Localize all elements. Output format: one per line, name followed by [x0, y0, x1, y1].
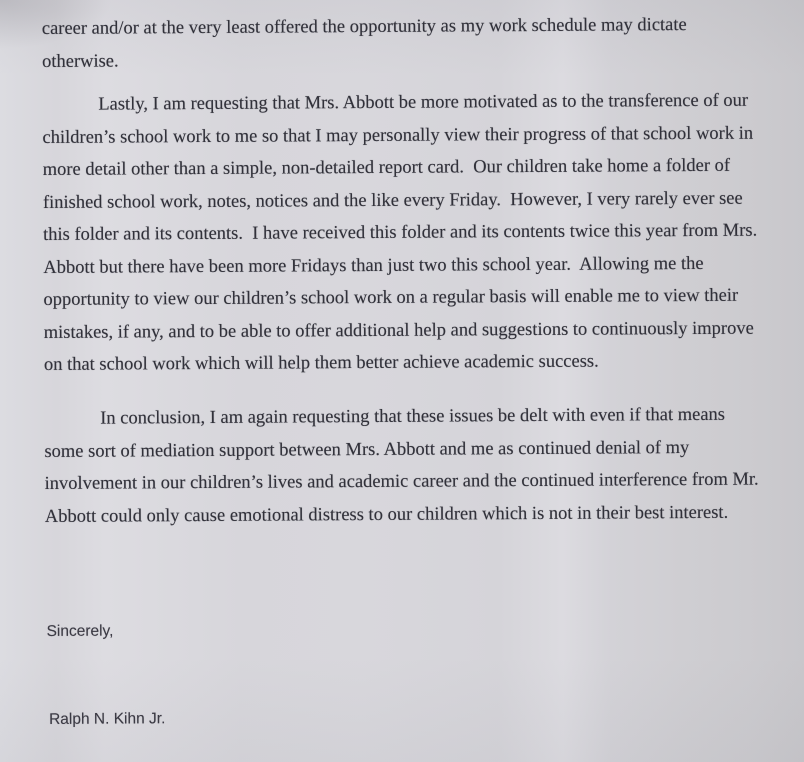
letter-line: this folder and its contents. I have received this folder and its contents twice this year from Mrs. — [43, 220, 758, 245]
letter-line: career and/or at the very least offered the opportunity as my work schedule may dictate — [41, 15, 687, 39]
letter-line: Lastly, I am requesting that Mrs. Abbott be more motivated as to the transference of our — [98, 90, 749, 115]
closing-sincerely: Sincerely, — [46, 622, 114, 640]
signature-name: Ralph N. Kihn Jr. — [49, 710, 166, 728]
letter-paragraph-3 — [44, 398, 804, 533]
letter-line: on that school work which will help them better achieve academic success. — [43, 351, 599, 375]
letter-line: some sort of mediation support between Mrs. Abbott and me as continued denial of my — [44, 437, 690, 462]
letter-line: otherwise. — [41, 51, 119, 72]
letter-line: more detail other than a simple, non-detailed report card. Our children take home a folder of — [42, 155, 731, 180]
letter-line: Abbott could only cause emotional distress to our children which is not in their best interest. — [44, 502, 729, 527]
letter-paragraph-1 — [42, 8, 802, 78]
letter-line: Abbott but there have been more Fridays than just two this school year. Allowing me the — [43, 253, 704, 278]
letter-line: children’s school work to me so that I may personally view their progress of that school work in — [42, 123, 754, 148]
letter-line: In conclusion, I am again requesting that these issues be delt with even if that means — [100, 404, 726, 429]
letter-line: opportunity to view our children’s school work on a regular basis will enable me to view their — [43, 285, 739, 310]
letter-line: involvement in our children’s lives and academic career and the continued interference from Mr. — [44, 469, 759, 494]
letter-line: mistakes, if any, and to be able to offer additional help and suggestions to continuously improve — [43, 318, 754, 343]
letter-line: finished school work, notes, notices and the like every Friday. However, I very rarely ever see — [42, 188, 743, 213]
letter-paragraph-2 — [42, 84, 804, 381]
